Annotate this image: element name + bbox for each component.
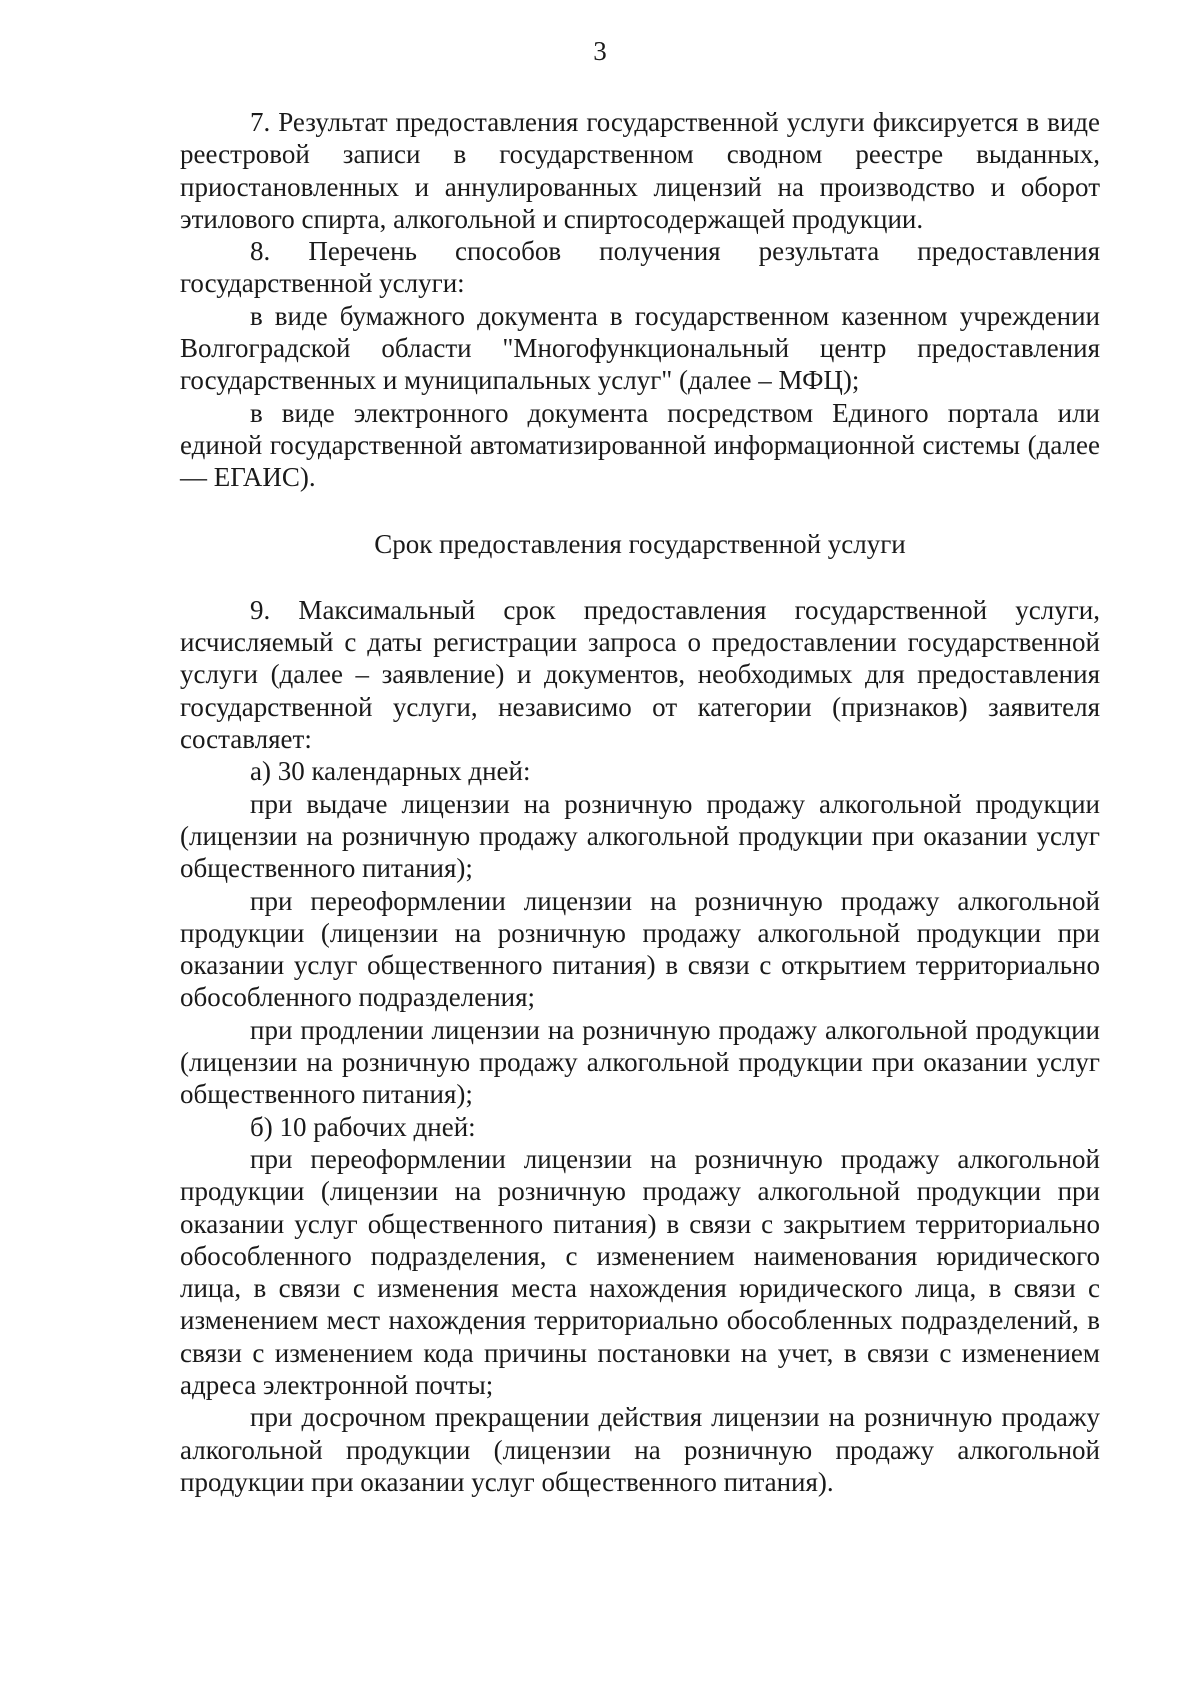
paragraph-9-a-reissue: при переоформлении лицензии на розничную продажу алкогольной продукции (лицензии на розничную продажу алкогольной продукции при оказании услуг общественного питания) в связи с открытием территориально обособленного подразделения;: [180, 885, 1100, 1013]
paragraph-7: 7. Результат предоставления государственной услуги фиксируется в виде реестровой записи в государственном сводном реестре выданных, приостановленных и аннулированных лицензий на производство и оборот этилового спирта, алкогольной и спиртосодержащей продукции.: [180, 107, 1100, 234]
paragraph-8: 8. Перечень способов получения результата предоставления государственной услуги:: [180, 236, 1100, 299]
paragraph-8-paper-document: в виде бумажного документа в государственном казенном учреждении Волгоградской области "Многофункциональный центр предоставления государственных и муниципальных услуг" (далее – МФЦ);: [180, 300, 1100, 396]
paragraph-9: 9. Максимальный срок предоставления государственной услуги, исчисляемый с даты регистрации запроса о предоставлении государственной услуги (далее – заявление) и документов, необходимых для предоставления государственной услуги, независимо от категории (признаков) заявителя составляет:: [180, 594, 1100, 755]
paragraph-9-a-extension: при продлении лицензии на розничную продажу алкогольной продукции (лицензии на розничную продажу алкогольной продукции при оказании услуг общественного питания);: [180, 1014, 1100, 1110]
paragraph-8-electronic-document: в виде электронного документа посредством Единого портала или единой государственной автоматизированной информационной системы (далее — ЕГАИС).: [180, 397, 1100, 493]
section-heading: Срок предоставления государственной услуги: [374, 528, 906, 559]
document-body: [180, 106, 1100, 1498]
paragraph-9-a-issue: при выдаче лицензии на розничную продажу алкогольной продукции (лицензии на розничную продажу алкогольной продукции при оказании услуг общественного питания);: [180, 788, 1100, 884]
paragraph-9-a: а) 30 календарных дней:: [250, 756, 531, 787]
paragraph-9-b: б) 10 рабочих дней:: [250, 1111, 476, 1142]
paragraph-9-b-early-termination: при досрочном прекращении действия лицензии на розничную продажу алкогольной продукции (лицензии на розничную продажу алкогольной продукции при оказании услуг общественного питания).: [180, 1402, 1100, 1497]
page-number: 3: [593, 36, 607, 66]
paragraph-9-b-reissue: при переоформлении лицензии на розничную продажу алкогольной продукции (лицензии на розничную продажу алкогольной продукции при оказании услуг общественного питания) в связи с закрытием территориально обособленного подразделения, с изменением наименования юридического лица, в связи с изменения места нахождения юридического лица, в связи с изменением мест нахождения территориально обособленных подразделений, в связи с изменением кода причины постановки на учет, в связи с изменением адреса электронной почты;: [180, 1143, 1100, 1400]
